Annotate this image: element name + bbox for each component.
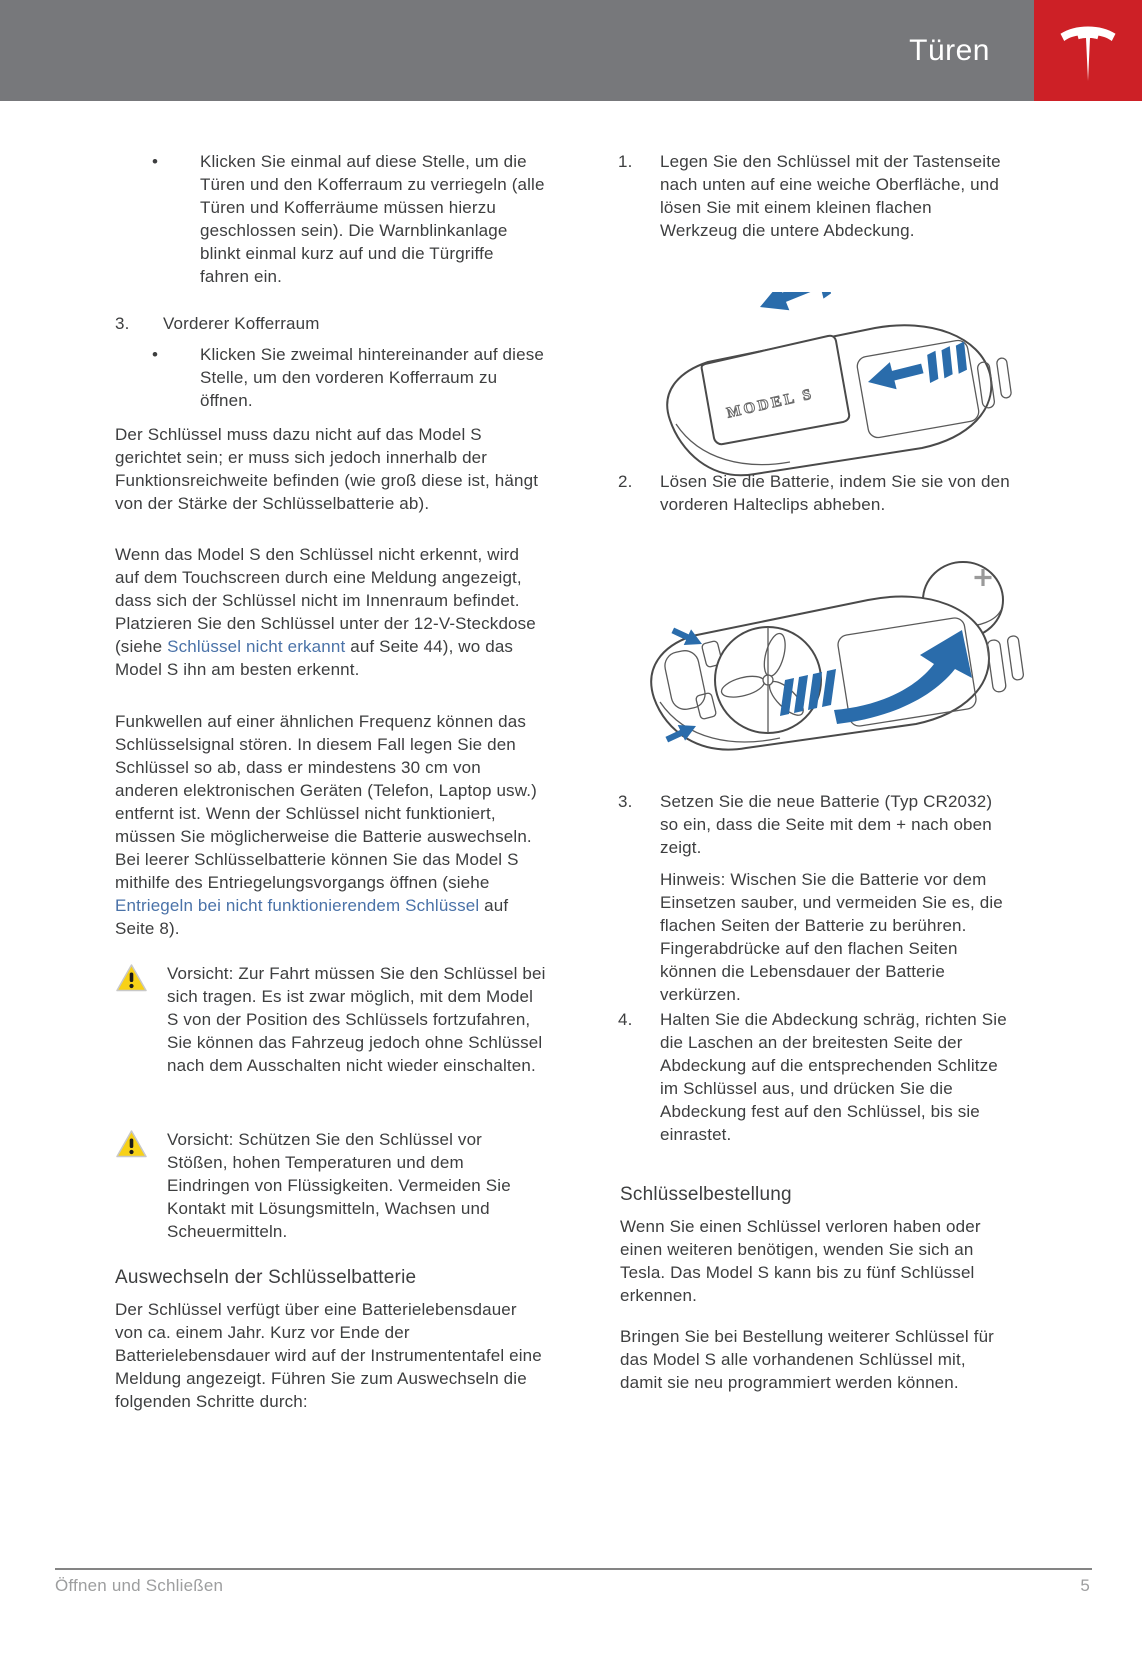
page-title: Türen [909,33,990,67]
link-entriegeln-bei-nicht-funktionierendem-schluessel[interactable]: Entriegeln bei nicht funktionierendem Schlüssel [115,896,480,915]
paragraph-text: auf Seite 8). [115,896,509,938]
step-note: Hinweis: Wischen Sie die Batterie vor dem Einsetzen sauber, und vermeiden Sie es, die flachen Seiten der Batterie zu berühren. Fingerabdrücke auf den flachen Seiten können die Lebensdauer der Batterie verkürzen. [660,870,1003,1004]
paragraph-key-order-1: Wenn Sie einen Schlüssel verloren haben oder einen weiteren benötigen, wenden Sie sich an Tesla. Das Model S kann bis zu fünf Schlüssel erkennen. [620,1217,981,1305]
tesla-logo-icon [1060,19,1116,83]
step-item [618,470,1012,516]
step-number: 4. [618,1010,633,1029]
paragraph-battery-life: Der Schlüssel verfügt über eine Batterielebensdauer von ca. einem Jahr. Kurz vor Ende der Batterielebensdauer wird auf der Instrumententafel eine Meldung angezeigt. Führen Sie zum Auswechseln die folgenden Schritte durch: [115,1300,542,1411]
footer-page-number: 5 [1080,1576,1090,1595]
step-number: 2. [618,472,633,491]
list-number: 3. [115,314,130,333]
link-schluessel-nicht-erkannt[interactable]: Schlüssel nicht erkannt [167,637,346,656]
paragraph-key-range [115,423,547,515]
section-heading-battery-replacement: Auswechseln der Schlüsselbatterie [115,1267,417,1288]
footer-section-label: Öffnen und Schließen [55,1576,224,1595]
list-item [152,343,545,412]
step-item [618,790,1012,859]
paragraph-key-order-2: Bringen Sie bei Bestellung weiterer Schlüssel für das Model S alle vorhandenen Schlüssel mit, damit sie neu programmiert werden können. [620,1327,994,1392]
list-item [115,312,545,335]
list-item-text: Vorderer Kofferraum [163,314,320,333]
bullet-marker: • [152,345,159,364]
key-fob-battery-removal-illustration [638,548,1058,783]
footer-divider [55,1568,1092,1570]
step-item [618,1008,1012,1146]
paragraph-text: Funkwellen auf einer ähnlichen Frequenz können das Schlüsselsignal stören. In diesem Fall legen Sie den Schlüssel so ab, dass er mindestens 30 cm von anderen elektronischen Geräten (Telefon, Laptop usw.) entfernt ist. Wenn der Schlüssel nicht funktioniert, müssen Sie möglicherweise die Batterie auswechseln. Bei leerer Schlüsselbatterie können Sie das Model S mithilfe des Entriegelungsvorgangs öffnen (siehe [115,712,537,892]
paragraph-text: Wenn das Model S den Schlüssel nicht erkennt, wird auf dem Touchscreen durch eine Meldung angezeigt, dass sich der Schlüssel nicht im Innenraum befindet. Platzieren Sie den Schlüssel unter der 12-V-Steckdose (siehe [115,545,536,656]
step-text: Lösen Sie die Batterie, indem Sie sie von den vorderen Halteclips abheben. [660,472,1010,514]
warning-icon [115,962,148,1077]
bullet-marker: • [152,152,159,171]
paragraph-text: auf Seite 44), wo das Model S ihn am besten erkennt. [115,637,514,679]
list-item [152,150,545,288]
step-text: Halten Sie die Abdeckung schräg, richten Sie die Laschen an der breitesten Seite der Abdeckung auf die entsprechenden Schlitze im Schlüssel aus, und drücken Sie die Abdeckung fest auf den Schlüssel, bis sie einrastet. [660,1010,1007,1144]
warning-icon [115,1128,148,1243]
caution-text: Vorsicht: Zur Fahrt müssen Sie den Schlüssel bei sich tragen. Es ist zwar möglich, mit dem Model S von der Position des Schlüssels fortzufahren, Sie können das Fahrzeug jedoch ohne Schlüssel nach dem Ausschalten nicht wieder einschalten. [167,964,546,1075]
slide-arrow-icon [754,292,863,322]
paragraph-text: Der Schlüssel muss dazu nicht auf das Model S gerichtet sein; er muss sich jedoch innerhalb der Funktionsreichweite befinden (wie groß diese ist, hängt von der Stärke der Schlüsselbatterie ab). [115,425,539,513]
section-heading-key-ordering: Schlüsselbestellung [620,1184,792,1205]
header-bar [0,0,1142,101]
step-number: 1. [618,152,633,171]
step-item [618,150,1012,242]
caution-note [115,1128,547,1243]
step-text: Setzen Sie die neue Batterie (Typ CR2032) so ein, dass die Seite mit dem + nach oben zeigt. [660,792,993,857]
paragraph-interference [115,710,547,940]
step-number: 3. [618,792,633,811]
fob-model-s-label: MODEL S [725,386,816,422]
bullet-text: Klicken Sie einmal auf diese Stelle, um die Türen und den Kofferraum zu verriegeln (alle Türen und Kofferräume müssen hierzu geschlossen sein). Die Warnblinkanlage blinkt einmal kurz auf und die Türgriffe fahren ein. [200,152,545,286]
key-fob-cover-removal-illustration [650,292,1022,492]
paragraph-key-recognition [115,543,547,681]
tesla-logo-block [1034,0,1142,101]
caution-text: Vorsicht: Schützen Sie den Schlüssel vor Stößen, hohen Temperaturen und dem Eindringen von Flüssigkeiten. Vermeiden Sie Kontakt mit Lösungsmitteln, Wachsen und Scheuermitteln. [167,1130,511,1241]
caution-note [115,962,547,1077]
bullet-text: Klicken Sie zweimal hintereinander auf diese Stelle, um den vorderen Kofferraum zu öffnen. [200,345,544,410]
step-text: Legen Sie den Schlüssel mit der Tastenseite nach unten auf eine weiche Oberfläche, und lösen Sie mit einem kleinen flachen Werkzeug die untere Abdeckung. [660,152,1001,240]
